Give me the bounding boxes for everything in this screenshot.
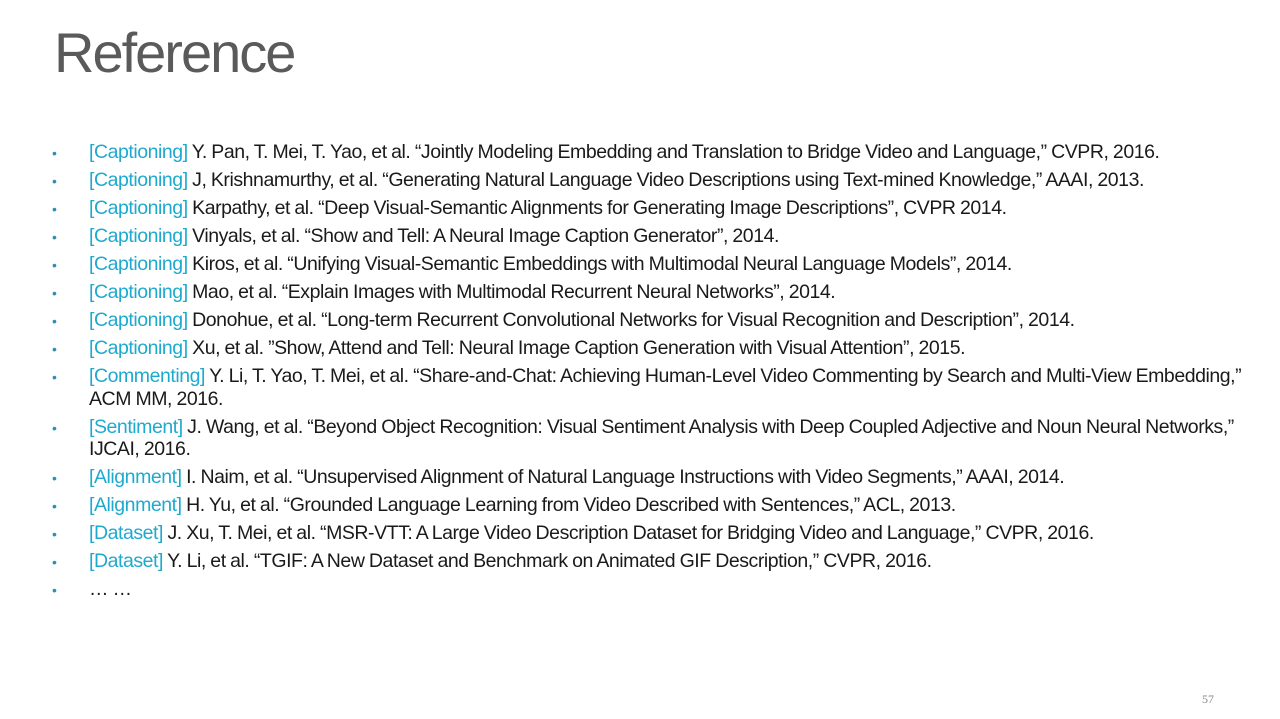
bullet-icon: •: [52, 582, 57, 598]
reference-tag: [Captioning]: [89, 337, 193, 359]
bullet-icon: •: [52, 369, 57, 385]
reference-item: [50, 550, 1255, 573]
reference-item: [50, 141, 1255, 164]
reference-tag: [Captioning]: [89, 309, 193, 331]
reference-text: J. Xu, T. Mei, et al. “MSR-VTT: A Large Video Description Dataset for Bridging Video and Language,” CVPR, 2016.: [167, 522, 1094, 544]
bullet-icon: •: [52, 470, 57, 486]
reference-text: Mao, et al. “Explain Images with Multimodal Recurrent Neural Networks”, 2014.: [192, 281, 836, 303]
reference-item: [50, 365, 1255, 410]
reference-tag: [Captioning]: [89, 253, 193, 275]
bullet-icon: •: [52, 257, 57, 273]
page-number: 57: [1202, 692, 1214, 706]
reference-item: [50, 578, 1255, 601]
reference-list: [50, 141, 1255, 606]
reference-item: [50, 253, 1255, 276]
reference-text: I. Naim, et al. “Unsupervised Alignment of Natural Language Instructions with Video Segments,” AAAI, 2014.: [186, 466, 1065, 488]
reference-tag: [Captioning]: [89, 197, 193, 219]
reference-text: Kiros, et al. “Unifying Visual-Semantic Embeddings with Multimodal Neural Language Models”, 2014.: [192, 253, 1012, 275]
reference-item: [50, 281, 1255, 304]
reference-tag: [Captioning]: [89, 141, 192, 163]
reference-tag: [Dataset]: [89, 522, 168, 544]
reference-text: Y. Li, et al. “TGIF: A New Dataset and Benchmark on Animated GIF Description,” CVPR, 2016.: [167, 550, 932, 572]
reference-item: [50, 522, 1255, 545]
reference-text: Y. Li, T. Yao, T. Mei, et al. “Share-and-Chat: Achieving Human-Level Video Commenting by Search and Multi-View Embedding,” ACM MM, 2016.: [89, 365, 1242, 410]
reference-text: Karpathy, et al. “Deep Visual-Semantic Alignments for Generating Image Descriptions”, CVPR 2014.: [192, 197, 1007, 219]
reference-tag: [Alignment]: [89, 494, 187, 516]
bullet-icon: •: [52, 526, 57, 542]
bullet-icon: •: [52, 173, 57, 189]
bullet-icon: •: [52, 313, 57, 329]
reference-text: … …: [89, 578, 132, 600]
reference-text: Xu, et al. ”Show, Attend and Tell: Neural Image Caption Generation with Visual Attention”, 2015.: [192, 337, 966, 359]
reference-item: [50, 337, 1255, 360]
reference-text: J. Wang, et al. “Beyond Object Recognition: Visual Sentiment Analysis with Deep Coupled Adjective and Noun Neural Networks,” IJCAI, 2016.: [89, 415, 1234, 460]
reference-tag: [Sentiment]: [89, 415, 188, 438]
bullet-icon: •: [52, 285, 57, 301]
bullet-icon: •: [52, 419, 57, 436]
reference-item: [50, 494, 1255, 517]
reference-item: [50, 416, 1255, 461]
bullet-icon: •: [52, 229, 57, 245]
reference-tag: [Captioning]: [89, 281, 193, 303]
reference-item: [50, 225, 1255, 248]
reference-tag: [Captioning]: [89, 169, 193, 191]
reference-item: [50, 197, 1255, 220]
reference-text: Vinyals, et al. “Show and Tell: A Neural Image Caption Generator”, 2014.: [192, 225, 779, 247]
bullet-icon: •: [52, 554, 57, 570]
reference-text: Y. Pan, T. Mei, T. Yao, et al. “Jointly Modeling Embedding and Translation to Bridge Video and Language,” CVPR, 2016.: [191, 141, 1160, 163]
bullet-icon: •: [52, 201, 57, 217]
bullet-icon: •: [52, 498, 57, 514]
reference-item: [50, 169, 1255, 192]
reference-item: [50, 466, 1255, 489]
reference-text: J, Krishnamurthy, et al. “Generating Natural Language Video Descriptions using Text-mined Knowledge,” AAAI, 2013.: [192, 169, 1144, 191]
slide-title: Reference: [54, 21, 295, 84]
reference-text: Donohue, et al. “Long-term Recurrent Convolutional Networks for Visual Recognition and Description”, 2014.: [192, 309, 1075, 331]
reference-tag: [Dataset]: [89, 550, 168, 572]
bullet-icon: •: [52, 145, 57, 161]
reference-tag: [Alignment]: [89, 466, 187, 488]
reference-tag: [Commenting]: [89, 365, 210, 387]
bullet-icon: •: [52, 341, 57, 357]
reference-item: [50, 309, 1255, 332]
reference-text: H. Yu, et al. “Grounded Language Learning from Video Described with Sentences,” ACL, 2013.: [186, 494, 956, 516]
reference-tag: [Captioning]: [89, 225, 193, 247]
